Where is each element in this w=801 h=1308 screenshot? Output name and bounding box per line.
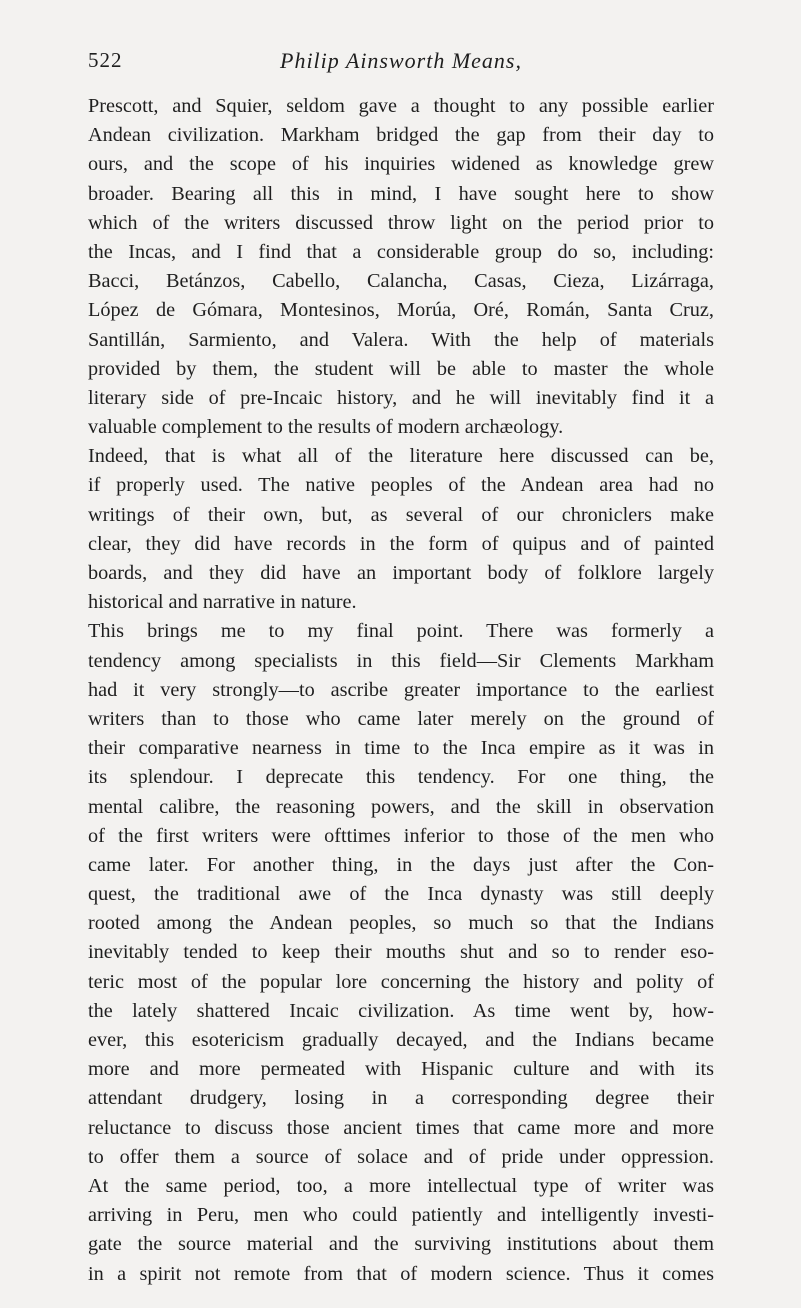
text-line: gate the source material and the surviving institutions about them xyxy=(88,1233,714,1256)
text-line: boards, and they did have an important body of folklore largely xyxy=(88,562,714,584)
text-line: quest, the traditional awe of the Inca dynasty was still deeply xyxy=(88,883,714,906)
text-line: tendency among specialists in this field—Sir Clements Markham xyxy=(88,649,714,672)
text-line: arriving in Peru, men who could patiently and intelligently investi- xyxy=(88,1204,714,1227)
text-line: historical and narrative in nature. xyxy=(88,591,357,614)
text-line: to offer them a source of solace and of pride under oppression. xyxy=(88,1145,714,1168)
text-line: mental calibre, the reasoning powers, and the skill in observation xyxy=(88,795,714,818)
text-line: inevitably tended to keep their mouths shut and so to render eso- xyxy=(88,941,714,964)
text-line: Indeed, that is what all of the literature here discussed can be, xyxy=(88,445,714,468)
text-line: its splendour. I deprecate this tendency. For one thing, the xyxy=(88,766,714,789)
text-line: of the first writers were ofttimes inferior to those of the men who xyxy=(88,824,714,847)
text-line: ours, and the scope of his inquiries widened as knowledge grew xyxy=(88,153,714,176)
text-line: Prescott, and Squier, seldom gave a thought to any possible earlier xyxy=(88,95,714,117)
text-line: which of the writers discussed throw light on the period prior to xyxy=(88,211,714,234)
text-line: their comparative nearness in time to the Inca empire as it was in xyxy=(88,737,714,760)
text-line: had it very strongly—to ascribe greater importance to the earliest xyxy=(88,678,714,701)
text-line: provided by them, the student will be able to master the whole xyxy=(88,357,714,380)
text-line: Andean civilization. Markham bridged the gap from their day to xyxy=(88,124,714,147)
text-line: López de Gómara, Montesinos, Morúa, Oré, Román, Santa Cruz, xyxy=(88,299,714,322)
text-line: in a spirit not remote from that of modern science. Thus it comes xyxy=(88,1262,714,1285)
page-number: 522 xyxy=(88,48,123,72)
text-line: Santillán, Sarmiento, and Valera. With the help of materials xyxy=(88,328,714,351)
text-line: teric most of the popular lore concerning the history and polity of xyxy=(88,970,714,993)
text-line: Bacci, Betánzos, Cabello, Calancha, Casas, Cieza, Lizárraga, xyxy=(88,270,714,293)
text-line: came later. For another thing, in the days just after the Con- xyxy=(88,853,714,876)
body-text xyxy=(88,92,714,1289)
text-line: more and more permeated with Hispanic culture and with its xyxy=(88,1058,714,1081)
text-line: reluctance to discuss those ancient times that came more and more xyxy=(88,1116,714,1139)
text-line: attendant drudgery, losing in a corresponding degree their xyxy=(88,1087,714,1110)
text-line: broader. Bearing all this in mind, I have sought here to show xyxy=(88,182,714,205)
text-line: valuable complement to the results of modern archæology. xyxy=(88,416,564,439)
text-line: clear, they did have records in the form of quipus and of painted xyxy=(88,532,714,555)
text-line: the Incas, and I find that a considerable group do so, including: xyxy=(88,240,714,263)
text-line: ever, this esotericism gradually decayed, and the Indians became xyxy=(88,1029,714,1051)
running-head xyxy=(88,48,714,78)
text-line: if properly used. The native peoples of the Andean area had no xyxy=(88,474,714,497)
text-line: This brings me to my final point. There was formerly a xyxy=(88,620,714,643)
text-line: the lately shattered Incaic civilization. As time went by, how- xyxy=(88,999,714,1022)
text-line: writings of their own, but, as several of our chroniclers make xyxy=(88,503,714,526)
text-line: At the same period, too, a more intellectual type of writer was xyxy=(88,1174,714,1197)
running-head-title: Philip Ainsworth Means, xyxy=(280,48,522,73)
text-line: literary side of pre-Incaic history, and he will inevitably find it a xyxy=(88,386,714,409)
text-line: rooted among the Andean peoples, so much so that the Indians xyxy=(88,912,714,935)
text-line: writers than to those who came later merely on the ground of xyxy=(88,707,714,730)
